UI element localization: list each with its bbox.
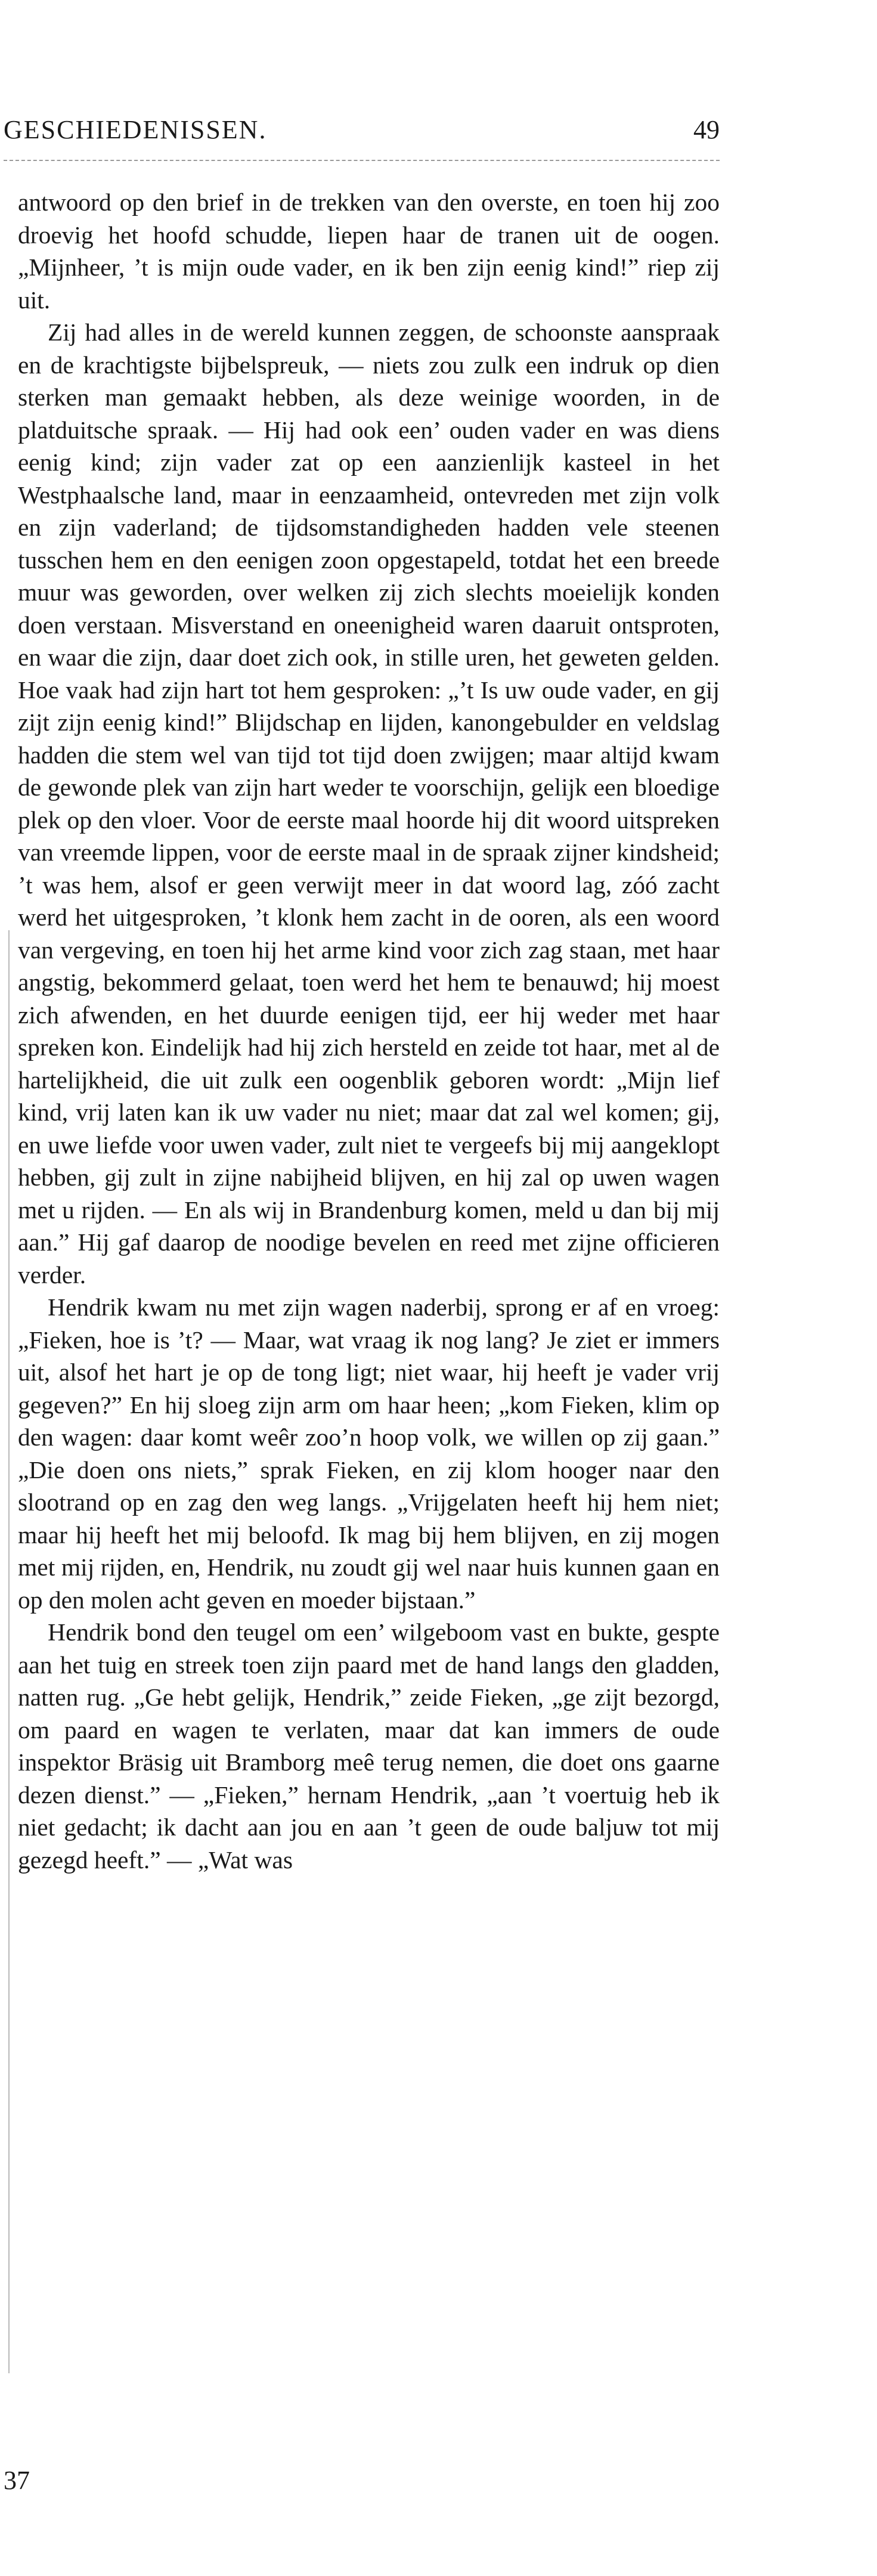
running-title: GESCHIEDENISSEN. (4, 115, 267, 144)
paragraph-2: Zij had alles in de wereld kunnen zeggen, de schoonste aanspraak en de krachtigste bijbelspreuk, — niets zou zulk een indruk op dien sterken man gemaakt hebben, als deze weinige woorden, in de platduitsche spraak. — Hij had ook een’ ouden vader en was diens eenig kind; zijn vader zat op een aanzienlijk kasteel in het Westphaalsche land, maar in eenzaamheid, ontevreden met zijn volk en zijn vaderland; de tijdsomstandigheden hadden vele steenen tusschen hem en den eenigen zoon opgestapeld, totdat het een breede muur was geworden, over welken zij zich slechts moeielijk konden doen verstaan. Misverstand en oneenigheid waren daaruit ontsproten, en waar die zijn, daar doet zich ook, in stille uren, het geweten gelden. Hoe vaak had zijn hart tot hem gesproken: „’t Is uw oude vader, en gij zijt zijn eenig kind!” Blijdschap en lijden, kanongebulder en veldslag hadden die stem wel van tijd tot tijd doen zwijgen; maar altijd kwam de gewonde plek van zijn hart weder te voorschijn, gelijk een bloedige plek op den vloer. Voor de eerste maal hoorde hij dit woord uitspreken van vreemde lippen, voor de eerste maal in de spraak zijner kindsheid; ’t was hem, alsof er geen verwijt meer in dat woord lag, zóó zacht werd het uitgesproken, ’t klonk hem zacht in de ooren, als een woord van vergeving, en toen hij het arme kind voor zich zag staan, met haar angstig, bekommerd gelaat, toen werd het hem te benauwd; hij moest zich afwenden, en het duurde eenigen tijd, eer hij weder met haar spreken kon. Eindelijk had hij zich hersteld en zeide tot haar, met al de hartelijkheid, die uit zulk een oogenblik geboren wordt: „Mijn lief kind, vrij laten kan ik uw vader nu niet; maar dat zal wel komen; gij, en uwe liefde voor uwen vader, zult niet te vergeefs bij mij aangeklopt hebben, gij zult in zijne nabijheid blijven, en hij zal op uwen wagen met u rijden. — En als wij in Brandenburg komen, meld u dan bij mij aan.” Hij gaf daarop de noodige bevelen en reed met zijne officieren verder. (18, 318, 720, 1289)
running-header (4, 112, 720, 148)
signature-mark: 37 (4, 2466, 30, 2495)
body-text (18, 186, 720, 1876)
margin-rule (8, 930, 10, 2373)
paragraph-4: Hendrik bond den teugel om een’ wilgeboom vast en bukte, gespte aan het tuig en streek toen zijn paard met de hand langs den gladden, natten rug. „Ge hebt gelijk, Hendrik,” zeide Fieken, „ge zijt bezorgd, om paard en wagen te verlaten, maar dat kan immers de oude inspektor Bräsig uit Bramborg meê terug nemen, die doet ons gaarne dezen dienst.” — „Fieken,” hernam Hendrik, „aan ’t voertuig heb ik niet gedacht; ik dacht aan jou en aan ’t geen de oude baljuw tot mij gezegd heeft.” — „Wat was (18, 1618, 720, 1874)
page-number: 49 (693, 115, 720, 144)
paragraph-1: antwoord op den brief in de trekken van den overste, en toen hij zoo droevig het hoofd schudde, liepen haar de tranen uit de oogen. „Mijnheer, ’t is mijn oude vader, en ik ben zijn eenig kind!” riep zij uit. (18, 188, 720, 314)
paragraph-3: Hendrik kwam nu met zijn wagen naderbij, sprong er af en vroeg: „Fieken, hoe is ’t? — Maar, wat vraag ik nog lang? Je ziet er immers uit, alsof het hart je op de tong ligt; niet waar, hij heeft je vader vrij gegeven?” En hij sloeg zijn arm om haar heen; „kom Fieken, klim op den wagen: daar komt weêr zoo’n hoop volk, we willen op zij gaan.” „Die doen ons niets,” sprak Fieken, en zij klom hooger naar den slootrand op en zag den weg langs. „Vrijgelaten heeft hij hem niet; maar hij heeft het mij beloofd. Ik mag bij hem blijven, en zij mogen met mij rijden, en, Hendrik, nu zoudt gij wel naar huis kunnen gaan en op den molen acht geven en moeder bijstaan.” (18, 1293, 720, 1614)
header-divider (4, 160, 720, 161)
